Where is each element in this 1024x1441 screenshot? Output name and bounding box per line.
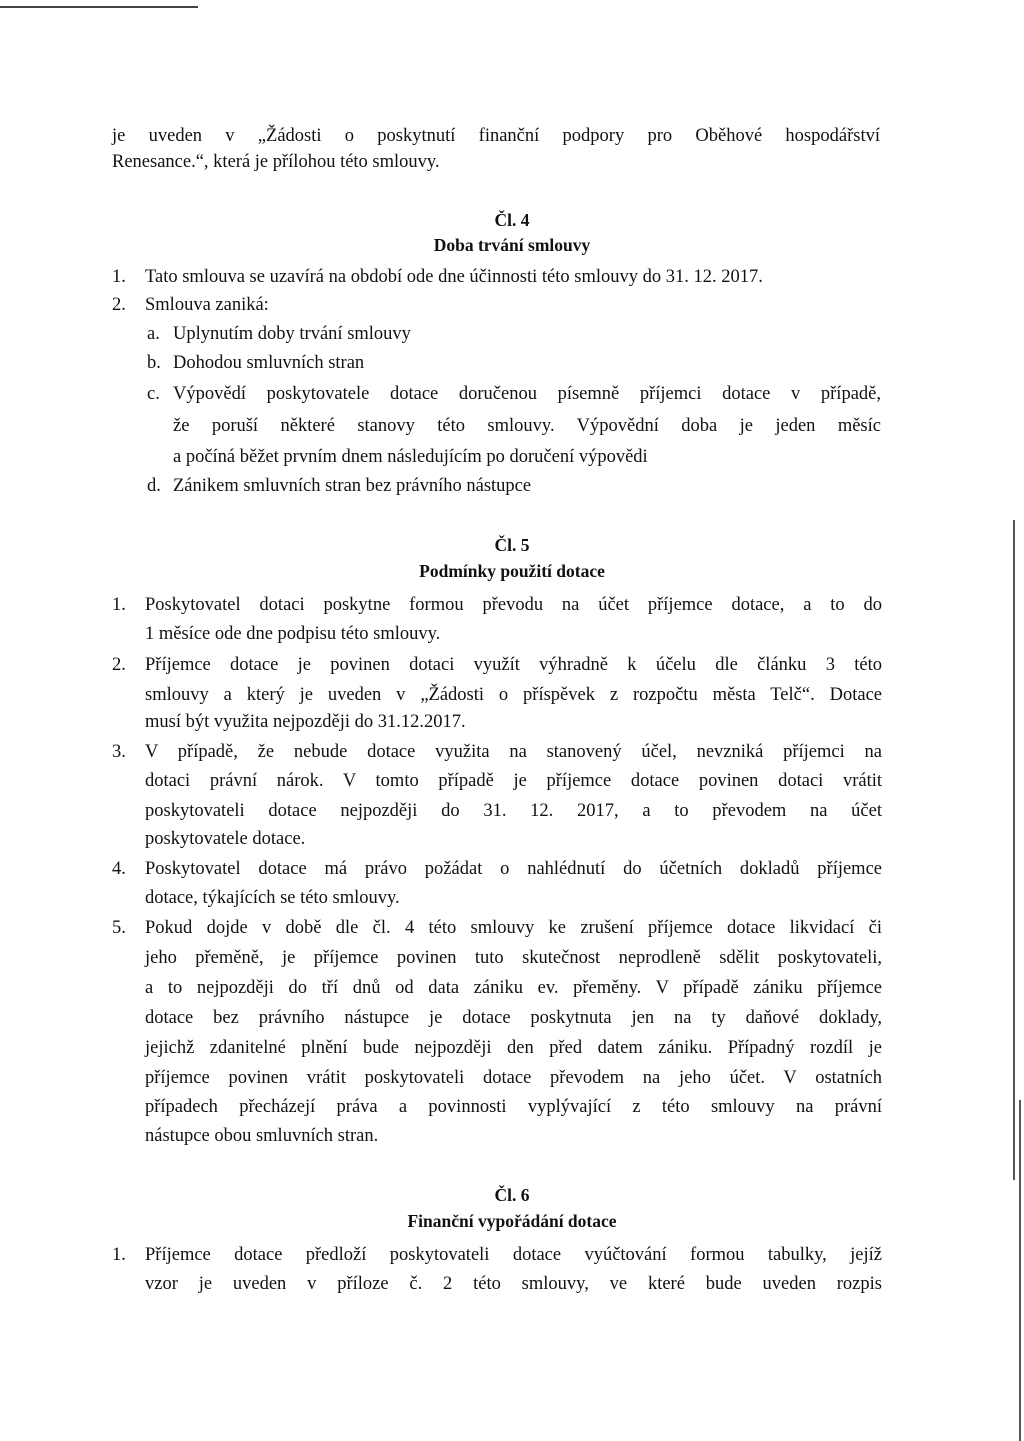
- paragraph-line: nástupce obou smluvních stran.: [145, 1126, 379, 1146]
- article-number: Čl. 6: [494, 1185, 530, 1205]
- paragraph-line: Uplynutím doby trvání smlouvy: [173, 324, 411, 344]
- item-number: 2.: [112, 295, 126, 315]
- paragraph-line: Výpovědí poskytovatele dotace doručenou písemně příjemci dotace v případě,: [173, 384, 881, 404]
- paragraph-line: Příjemce dotace je povinen dotaci využít výhradně k účelu dle článku 3 této: [145, 655, 882, 675]
- paragraph-line: 1 měsíce ode dne podpisu této smlouvy.: [145, 624, 441, 644]
- article-number: Čl. 4: [494, 210, 530, 230]
- paragraph-line: jejichž zdanitelné plnění bude nejpozději den před datem zániku. Případný rozdíl je: [145, 1038, 882, 1058]
- paragraph-line: a to nejpozději do tří dnů od data zániku ev. přeměny. V případě zániku příjemce: [145, 978, 882, 998]
- item-number: 2.: [112, 655, 126, 675]
- paragraph-line: případech přecházejí práva a povinnosti vyplývající z této smlouvy na právní: [145, 1097, 882, 1117]
- paragraph-line: Příjemce dotace předloží poskytovateli dotace vyúčtování formou tabulky, jejíž: [145, 1245, 882, 1265]
- paragraph-line: poskytovateli dotace nejpozději do 31. 12. 2017, a to převodem na účet: [145, 801, 882, 821]
- item-number: 3.: [112, 742, 126, 762]
- intro-line: Renesance.“, která je přílohou této smlouvy.: [112, 152, 440, 172]
- article-title: Podmínky použití dotace: [419, 561, 605, 581]
- item-letter: b.: [147, 353, 161, 373]
- paragraph-line: příjemce povinen vrátit poskytovateli dotace převodem na jeho účet. V ostatních: [145, 1068, 882, 1088]
- paragraph-line: poskytovatele dotace.: [145, 829, 306, 849]
- paragraph-line: jeho přeměně, je příjemce povinen tuto skutečnost neprodleně sdělit poskytovateli,: [145, 948, 882, 968]
- item-number: 5.: [112, 918, 126, 938]
- item-number: 1.: [112, 267, 126, 287]
- paragraph-line: smlouvy a který je uveden v „Žádosti o příspěvek z rozpočtu města Telč“. Dotace: [145, 685, 882, 705]
- item-letter: c.: [147, 384, 160, 404]
- scan-edge-line: [1019, 1100, 1021, 1441]
- paragraph-line: dotaci právní nárok. V tomto případě je příjemce dotace povinen dotaci vrátit: [145, 771, 882, 791]
- paragraph-line: Poskytovatel dotace má právo požádat o nahlédnutí do účetních dokladů příjemce: [145, 859, 882, 879]
- paragraph-line: Smlouva zaniká:: [145, 295, 269, 315]
- paragraph-line: že poruší některé stanovy této smlouvy. Výpovědní doba je jeden měsíc: [173, 416, 881, 436]
- article-title: Doba trvání smlouvy: [433, 235, 591, 255]
- paragraph-line: Dohodou smluvních stran: [173, 353, 365, 373]
- paragraph-line: a počíná běžet prvním dnem následujícím po doručení výpovědi: [173, 447, 648, 467]
- item-letter: a.: [147, 324, 160, 344]
- paragraph-line: musí být využita nejpozději do 31.12.2017.: [145, 712, 466, 732]
- article-title: Finanční vypořádání dotace: [407, 1211, 617, 1231]
- item-number: 1.: [112, 1245, 126, 1265]
- paragraph-line: V případě, že nebude dotace využita na stanovený účel, nevzniká příjemci na: [145, 742, 882, 762]
- item-number: 1.: [112, 595, 126, 615]
- paragraph-line: Poskytovatel dotaci poskytne formou převodu na účet příjemce dotace, a to do: [145, 595, 882, 615]
- item-number: 4.: [112, 859, 126, 879]
- article-number: Čl. 5: [494, 535, 530, 555]
- paragraph-line: vzor je uveden v příloze č. 2 této smlouvy, ve které bude uveden rozpis: [145, 1274, 882, 1294]
- scan-top-rule: [0, 6, 198, 8]
- intro-line: je uveden v „Žádosti o poskytnutí finanční podpory pro Oběhové hospodářství: [112, 126, 880, 146]
- paragraph-line: Pokud dojde v době dle čl. 4 této smlouvy ke zrušení příjemce dotace likvidací či: [145, 918, 882, 938]
- paragraph-line: dotace, týkajících se této smlouvy.: [145, 888, 400, 908]
- scan-edge-line: [1013, 520, 1015, 1180]
- item-letter: d.: [147, 476, 161, 496]
- paragraph-line: Tato smlouva se uzavírá na období ode dne účinnosti této smlouvy do 31. 12. 2017.: [145, 267, 763, 287]
- paragraph-line: dotace bez právního nástupce je dotace poskytnuta jen na ty daňové doklady,: [145, 1008, 882, 1028]
- paragraph-line: Zánikem smluvních stran bez právního nástupce: [173, 476, 532, 496]
